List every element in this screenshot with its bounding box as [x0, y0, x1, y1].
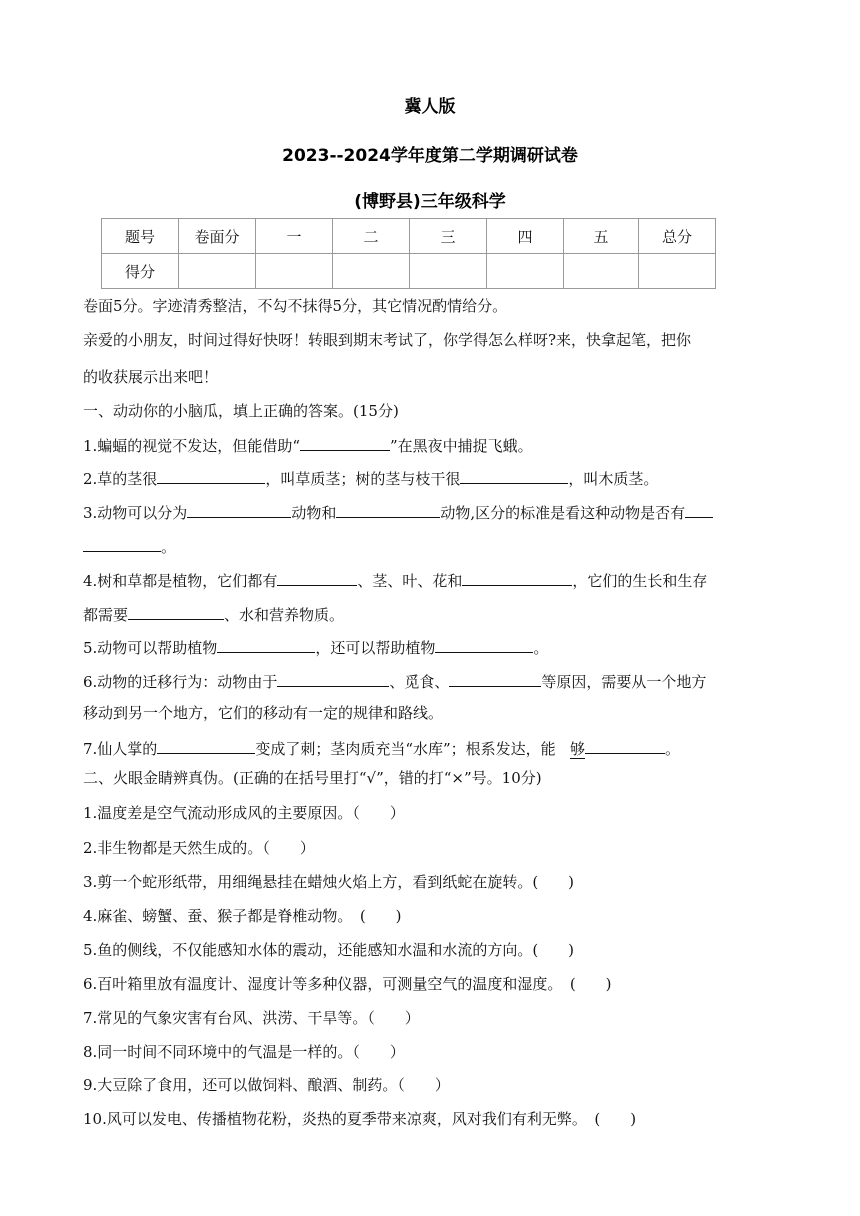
- score-cell[interactable]: [410, 254, 487, 289]
- answer-blank[interactable]: [585, 737, 665, 754]
- question-text: 。: [161, 538, 177, 556]
- answer-blank[interactable]: [449, 670, 541, 687]
- question-text: 1.蝙蝠的视觉不发达，但能借助“: [83, 437, 300, 455]
- score-header-cell: 题号: [102, 219, 179, 254]
- question-text: ”在黑夜中捕捉飞蛾。: [389, 437, 533, 455]
- answer-blank[interactable]: [128, 603, 224, 620]
- score-cell[interactable]: [564, 254, 639, 289]
- score-cell[interactable]: [487, 254, 564, 289]
- judge-item[interactable]: 9.大豆除了食用，还可以做饲料、酿酒、制药。（ ）: [83, 1076, 450, 1094]
- question-1: [83, 434, 533, 456]
- question-3: [83, 501, 713, 523]
- question-text: 等原因，需要从一个地方: [541, 673, 707, 691]
- question-text: 。: [664, 740, 680, 758]
- question-text: ，叫木质茎。: [568, 470, 659, 488]
- answer-blank[interactable]: [685, 501, 713, 518]
- intro-line: 卷面5分。字迹清秀整洁，不勾不抹得5分，其它情况酌情给分。: [83, 297, 508, 315]
- question-text: 动物,区分的标准是看这种动物是否有: [440, 504, 686, 522]
- answer-blank[interactable]: [277, 569, 357, 586]
- judge-item[interactable]: 3.剪一个蛇形纸带，用细绳悬挂在蜡烛火焰上方，看到纸蛇在旋转。( ): [83, 873, 575, 891]
- question-text: 2.草的茎很: [83, 470, 158, 488]
- judge-item[interactable]: 8.同一时间不同环境中的气温是一样的。（ ）: [83, 1043, 405, 1061]
- question-text: 、水和营养物质。: [224, 606, 345, 624]
- exam-subtitle: (博野县)三年级科学: [354, 192, 506, 212]
- section1-heading: 一、动动你的小脑瓜，填上正确的答案。(15分): [83, 402, 399, 420]
- judge-item[interactable]: 10.风可以发电、传播植物花粉，炎热的夏季带来凉爽，风对我们有利无弊。 ( ): [83, 1110, 637, 1128]
- score-table-score-row: [102, 254, 716, 289]
- question-6: [83, 670, 706, 692]
- score-header-cell: 卷面分: [179, 219, 256, 254]
- question-text: 够: [569, 740, 585, 758]
- question-5: [83, 636, 548, 658]
- question-text: 6.动物的迁移行为：动物由于: [83, 673, 278, 691]
- question-4: [83, 569, 707, 591]
- judge-item[interactable]: 1.温度差是空气流动形成风的主要原因。（ ）: [83, 804, 405, 822]
- judge-item[interactable]: 7.常见的气象灾害有台风、洪涝、干旱等。（ ）: [83, 1009, 420, 1027]
- score-table: [101, 218, 716, 289]
- score-header-cell: 三: [410, 219, 487, 254]
- publisher-title: 冀人版: [404, 97, 456, 117]
- answer-blank[interactable]: [462, 569, 572, 586]
- answer-blank[interactable]: [157, 467, 265, 484]
- exam-title: 2023--2024学年度第二学期调研试卷: [282, 146, 578, 166]
- judge-item[interactable]: 4.麻雀、螃蟹、蚕、猴子都是脊椎动物。 ( ): [83, 907, 402, 925]
- intro-line: 的收获展示出来吧！: [83, 368, 219, 386]
- question-text: ，它们的生长和生存: [572, 572, 708, 590]
- answer-blank[interactable]: [435, 636, 533, 653]
- answer-blank[interactable]: [277, 670, 389, 687]
- question-text: ，叫草质茎；树的茎与枝干很: [265, 470, 461, 488]
- question-7: [83, 737, 680, 759]
- question-text: 3.动物可以分为: [83, 504, 188, 522]
- answer-blank[interactable]: [187, 501, 291, 518]
- answer-blank[interactable]: [217, 636, 315, 653]
- judge-item[interactable]: 6.百叶箱里放有温度计、湿度计等多种仪器，可测量空气的温度和湿度。 ( ): [83, 975, 612, 993]
- score-cell[interactable]: [179, 254, 256, 289]
- question-2: [83, 467, 658, 489]
- question-text: 都需要: [83, 606, 129, 624]
- section2-heading: 二、火眼金睛辨真伪。(正确的在括号里打“√”，错的打“×”号。10分): [83, 769, 542, 787]
- score-row-label: 得分: [102, 254, 179, 289]
- question-text: 、觅食、: [389, 673, 450, 691]
- question-text: 5.动物可以帮助植物: [83, 639, 218, 657]
- score-header-cell: 一: [256, 219, 333, 254]
- question-text: ，还可以帮助植物: [315, 639, 436, 657]
- answer-blank[interactable]: [83, 535, 161, 552]
- judge-item[interactable]: 5.鱼的侧线，不仅能感知水体的震动，还能感知水温和水流的方向。( ): [83, 941, 575, 959]
- intro-line: 亲爱的小朋友，时间过得好快呀！转眼到期末考试了，你学得怎么样呀?来，快拿起笔，把你: [83, 331, 692, 349]
- answer-blank[interactable]: [157, 737, 255, 754]
- answer-blank[interactable]: [336, 501, 440, 518]
- score-cell[interactable]: [639, 254, 716, 289]
- question-text: 4.树和草都是植物，它们都有: [83, 572, 278, 590]
- answer-blank[interactable]: [300, 434, 390, 451]
- answer-blank[interactable]: [460, 467, 568, 484]
- score-cell[interactable]: [333, 254, 410, 289]
- question-text: 变成了刺；茎肉质充当“水库”；根系发达，能: [255, 740, 556, 758]
- question-4-cont: [83, 603, 344, 625]
- question-text: 动物和: [291, 504, 337, 522]
- question-6-cont: 移动到另一个地方，它们的移动有一定的规律和路线。: [83, 704, 444, 722]
- judge-item[interactable]: 2.非生物都是天然生成的。（ ）: [83, 839, 315, 857]
- score-header-cell: 总分: [639, 219, 716, 254]
- question-text: 。: [533, 639, 549, 657]
- score-header-cell: 五: [564, 219, 639, 254]
- score-header-cell: 二: [333, 219, 410, 254]
- score-header-cell: 四: [487, 219, 564, 254]
- question-text: 、茎、叶、花和: [357, 572, 463, 590]
- score-table-header-row: [102, 219, 716, 254]
- question-3-cont: [83, 535, 176, 557]
- score-cell[interactable]: [256, 254, 333, 289]
- question-text: 7.仙人掌的: [83, 740, 158, 758]
